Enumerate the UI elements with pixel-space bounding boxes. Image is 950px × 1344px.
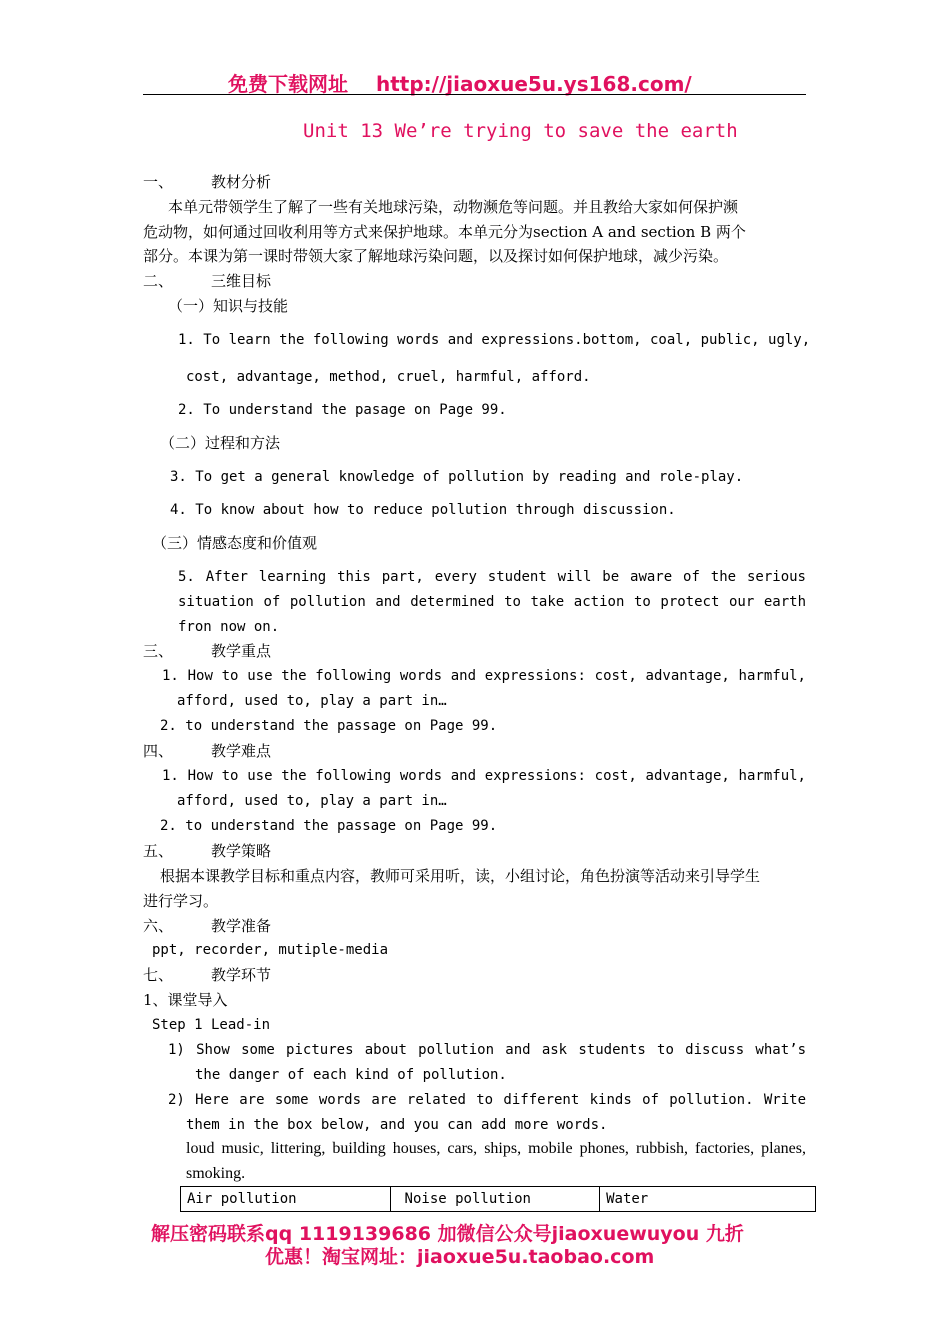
key-point-item-cont: afford, used to, play a part in… [177,693,447,709]
objective-item: 3. To get a general knowledge of pollution by reading and role-play. [170,469,744,485]
section-title: 教学环节 [211,966,272,984]
activity-item: 2) Here are some words are related to different kinds of pollution. Write [168,1092,806,1108]
section-title: 教学准备 [211,917,272,935]
key-point-item: 1. How to use the following words and expressions: cost, advantage, harmful, [162,668,806,684]
header-banner [228,68,692,97]
section-heading-5 [143,842,271,860]
table-header-cell: Water [600,1187,816,1212]
section-heading-3 [143,642,271,660]
section-heading-6 [143,917,271,935]
word-list-cont: smoking. [186,1165,246,1182]
section-number: 六、 [143,917,174,935]
word-list: loud music, littering, building houses, cars, ships, mobile phones, rubbish, factories, planes, [186,1140,806,1157]
section-number: 四、 [143,742,174,760]
subsection-heading: 1、课堂导入 [143,991,228,1009]
section-title: 教材分析 [211,173,272,191]
header-divider [143,94,806,95]
objective-item-cont: cost, advantage, method, cruel, harmful, afford. [186,369,591,385]
objective-item: 2. To understand the pasage on Page 99. [178,402,507,418]
paragraph-line: 本单元带领学生了解了一些有关地球污染，动物濒危等问题。并且教给大家如何保护濒 [168,198,739,216]
difficulty-item: 1. How to use the following words and expressions: cost, advantage, harmful, [162,768,806,784]
header-url-link[interactable]: http://jiaoxue5u.ys168.com/ [376,72,692,96]
paragraph-line: 进行学习。 [143,892,219,910]
difficulty-item-cont: afford, used to, play a part in… [177,793,447,809]
section-heading-2 [143,272,271,290]
section-heading-1 [143,173,271,191]
step-heading: Step 1 Lead-in [152,1017,271,1033]
section-number: 三、 [143,642,174,660]
objective-item-cont: situation of pollution and determined to take action to protect our earth [178,594,806,610]
activity-item-cont: the danger of each kind of pollution. [195,1067,507,1083]
footer-contact: 解压密码联系qq 1119139686 加微信公众号jiaoxuewuyou 九折 [151,1223,744,1245]
section-heading-7 [143,966,271,984]
header-site-label: 免费下载网址 [228,72,348,96]
subsection-heading: （三）情感态度和价值观 [152,534,318,552]
difficulty-item: 2. to understand the passage on Page 99. [160,818,498,834]
key-point-item: 2. to understand the passage on Page 99. [160,718,498,734]
section-title: 三维目标 [211,272,272,290]
table-row [181,1187,816,1212]
pollution-table [180,1186,816,1212]
footer-shop-link[interactable]: 优惠！淘宝网址：jiaoxue5u.taobao.com [265,1246,655,1268]
subsection-heading: （一）知识与技能 [168,297,289,315]
section-number: 五、 [143,842,174,860]
materials-line: ppt, recorder, mutiple-media [152,942,389,958]
paragraph-line: 根据本课教学目标和重点内容，教师可采用听，读，小组讨论，角色扮演等活动来引导学生 [160,867,761,885]
objective-item-cont: fron now on. [178,619,280,635]
section-number: 一、 [143,173,174,191]
objective-item: 5. After learning this part, every student will be aware of the serious [178,569,806,585]
section-title: 教学策略 [211,842,272,860]
section-number: 二、 [143,272,174,290]
activity-item-cont: them in the box below, and you can add more words. [186,1117,608,1133]
objective-item: 4. To know about how to reduce pollution through discussion. [170,502,676,518]
page-title: Unit 13 We’re trying to save the earth [303,120,738,142]
objective-item: 1. To learn the following words and expressions.bottom, coal, public, ugly, [178,332,811,348]
section-heading-4 [143,742,271,760]
paragraph-line: 部分。本课为第一课时带领大家了解地球污染问题，以及探讨如何保护地球，减少污染。 [143,247,729,265]
activity-item: 1) Show some pictures about pollution and ask students to discuss what’s [168,1042,806,1058]
section-title: 教学重点 [211,642,272,660]
table-header-cell: Noise pollution [390,1187,600,1212]
paragraph-line: 危动物，如何通过回收利用等方式来保护地球。本单元分为section A and section B 两个 [143,223,746,241]
section-title: 教学难点 [211,742,272,760]
table-header-cell: Air pollution [181,1187,391,1212]
subsection-heading: （二）过程和方法 [160,434,281,452]
section-number: 七、 [143,966,174,984]
